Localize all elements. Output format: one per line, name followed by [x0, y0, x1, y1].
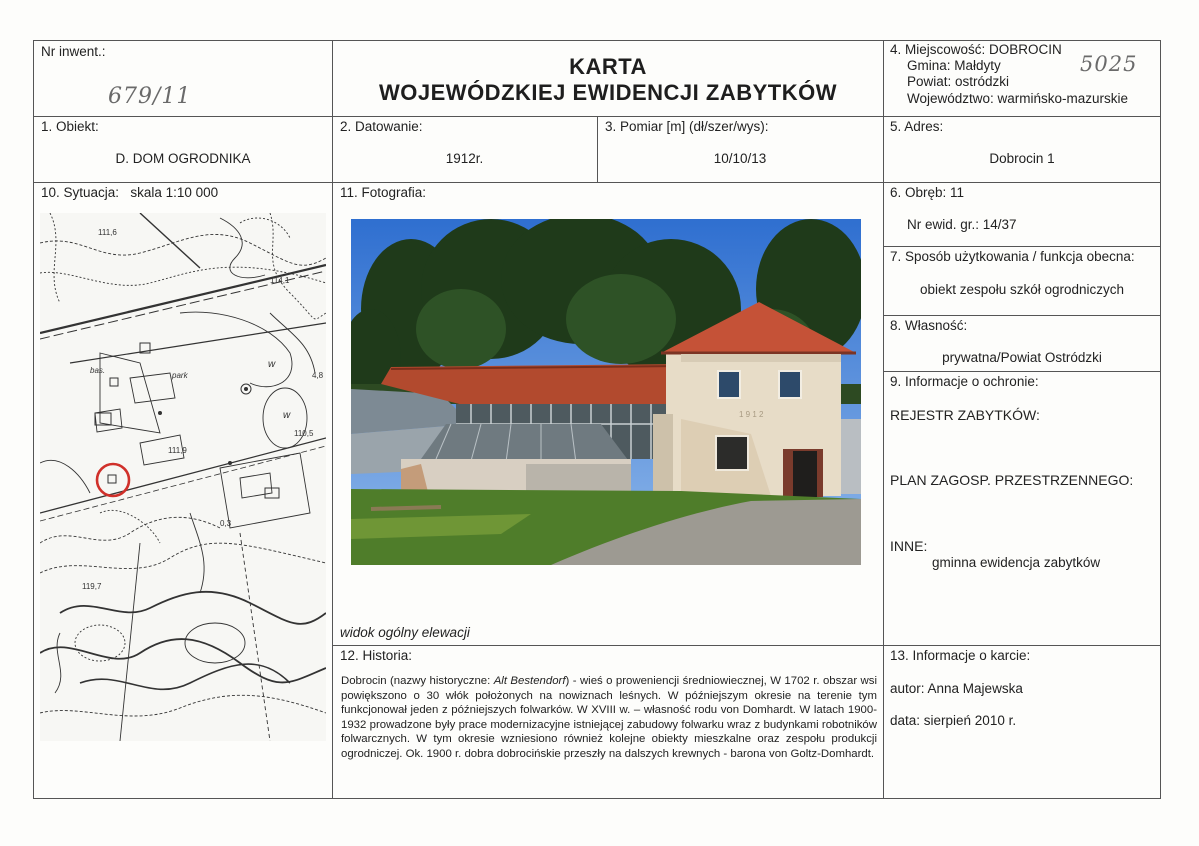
row-divider-r2: [883, 315, 1161, 316]
location-town: 4. Miejscowość: DOBROCIN: [890, 42, 1062, 57]
map-label-5: w: [268, 359, 276, 370]
location-voivodeship: Województwo: warmińsko-mazurskie: [907, 91, 1129, 106]
history-body: ) - wieś o proweniencji średniowiecznej, W 1702 r. obszar wsi powiększono o 30 włók położonych na nowiznach leśnych. W późniejszym okresie na terenie tym funkcjonował jeden z późniejszych folwarków. W XVIII w. – własność rodu von Domhardt. W latach 1900-1932 prowadzone były prace modernizacyjne istniejącej zabudowy folwarku wraz z budynkami robotników folwarcznych. W tym okresie wzniesiono również kolejne obiekty mieszkalne oraz zespołu produkcji ogrodniczej. Ok. 1900 r. dobra dobrocińskie przeszły na dalszych krewnych - barona von Goltz-Domhardt.: [341, 675, 877, 760]
address-label: 5. Adres:: [890, 119, 944, 134]
photo-caption: widok ogólny elewacji: [340, 625, 470, 640]
measure-value: 10/10/13: [713, 151, 767, 166]
location-district: Powiat: ostródzki: [907, 74, 1010, 89]
situation-map: [40, 213, 326, 741]
inventory-number: 679/11: [108, 84, 192, 109]
handwritten-number: 5025: [1080, 52, 1138, 76]
ownership-value: prywatna/Powiat Ostródzki: [942, 350, 1102, 365]
col-divider-3: [597, 116, 598, 183]
protection-label: 9. Informacje o ochronie:: [890, 374, 1039, 389]
map-label-10: 119,7: [82, 582, 102, 591]
situation-label: [41, 185, 218, 200]
card-date: data: sierpień 2010 r.: [890, 713, 1017, 728]
history-historic-name: Alt Bestendorf: [493, 675, 566, 687]
address-value: Dobrocin 1: [989, 151, 1055, 166]
map-label-1: 114,1: [270, 276, 290, 285]
history-lead: Dobrocin (nazwy historyczne:: [341, 675, 494, 687]
situation-scale: skala 1:10 000: [130, 185, 219, 200]
frame-top: [33, 40, 1161, 41]
map-label-7: 110,5: [294, 429, 314, 438]
history-label: 12. Historia:: [340, 648, 413, 663]
card-title-line2: WOJEWÓDZKIEJ EWIDENCJI ZABYTKÓW: [379, 80, 837, 105]
photo-label: 11. Fotografia:: [340, 185, 427, 200]
map-label-3: bas.: [90, 366, 106, 375]
card-title-line1: KARTA: [569, 54, 647, 79]
map-label-9: 0,3: [220, 519, 232, 528]
inventory-label: Nr inwent.:: [41, 44, 106, 59]
dating-value: 1912r.: [445, 151, 484, 166]
row-divider-1: [33, 116, 1161, 117]
other-label: INNE:: [890, 538, 928, 554]
object-value: D. DOM OGRODNIKA: [115, 151, 251, 166]
map-label-6: w: [283, 410, 291, 421]
map-label-0: 111,6: [98, 228, 117, 237]
map-label-4: park: [172, 371, 188, 380]
ownership-label: 8. Własność:: [890, 318, 968, 333]
location-commune: Gmina: Małdyty: [907, 58, 1001, 73]
situation-title: 10. Sytuacja:: [41, 185, 120, 200]
dating-label: 2. Datowanie:: [340, 119, 423, 134]
card-author: autor: Anna Majewska: [890, 681, 1023, 696]
frame-bottom: [33, 798, 1161, 799]
card-info-label: 13. Informacje o karcie:: [890, 648, 1031, 663]
row-divider-r3: [883, 371, 1161, 372]
object-label: 1. Obiekt:: [41, 119, 99, 134]
precinct-label: 6. Obręb: 11: [890, 185, 965, 200]
usage-label: 7. Sposób użytkowania / funkcja obecna:: [890, 249, 1135, 264]
facade-date: 1 9 1 2: [739, 410, 764, 419]
registry-label: REJESTR ZABYTKÓW:: [890, 407, 1040, 423]
measure-label: 3. Pomiar [m] (dł/szer/wys):: [605, 119, 769, 134]
spatial-plan-label: PLAN ZAGOSP. PRZESTRZENNEGO:: [890, 472, 1134, 488]
map-label-8: 111,9: [168, 446, 187, 455]
row-divider-r1: [883, 246, 1161, 247]
row-divider-history: [332, 645, 1161, 646]
usage-value: obiekt zespołu szkół ogrodniczych: [919, 282, 1125, 297]
photograph: [351, 219, 861, 565]
row-divider-2: [33, 182, 1161, 183]
history-text: [341, 674, 877, 762]
other-value: gminna ewidencja zabytków: [932, 555, 1101, 570]
plot-number: Nr ewid. gr.: 14/37: [907, 217, 1017, 232]
map-label-2: 4,8: [312, 371, 324, 380]
